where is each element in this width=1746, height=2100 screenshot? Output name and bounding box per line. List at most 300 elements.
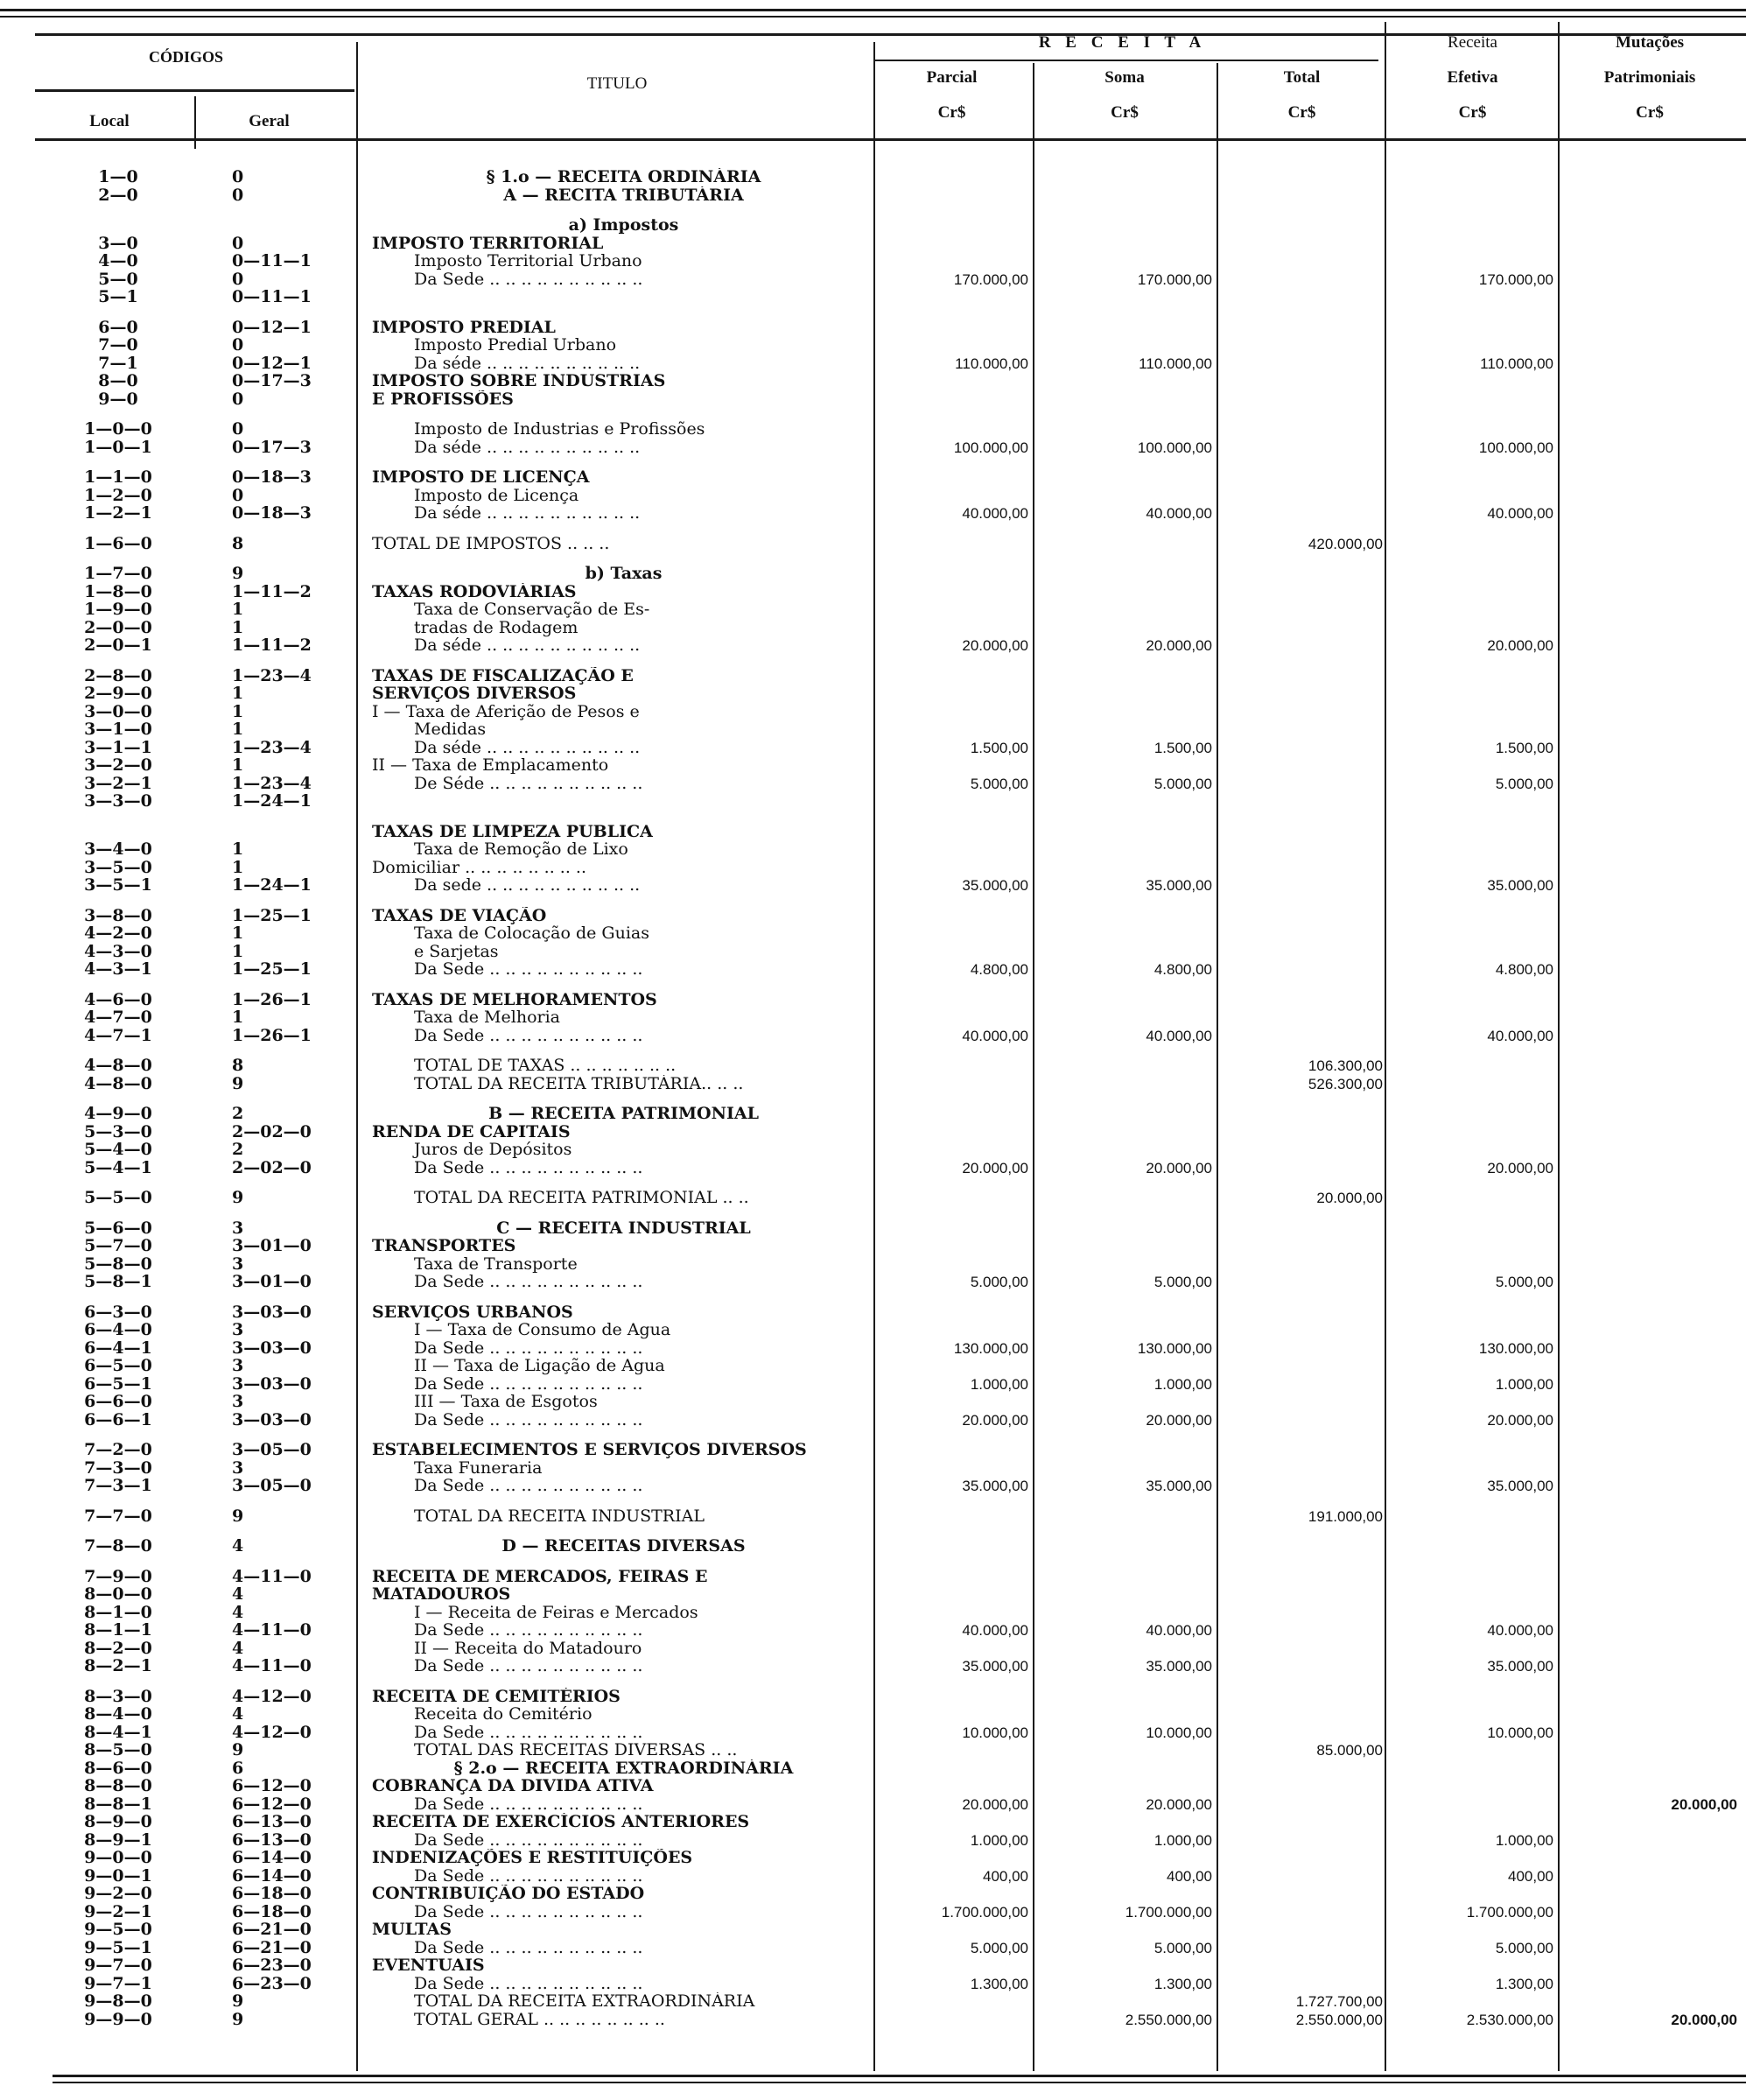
row-title: Da sede .. .. .. .. .. .. .. .. .. .. (414, 876, 641, 895)
row-receita-efetiva: 1.300,00 (1495, 1975, 1553, 1992)
row-local-code: 4—8—0 (84, 1056, 152, 1075)
table-row (0, 535, 1746, 553)
row-geral-code: 4—12—0 (232, 1686, 312, 1706)
row-title: IMPOSTO TERRITORIAL (372, 234, 604, 253)
row-parcial: 400,00 (983, 1867, 1028, 1885)
table-row (0, 1939, 1746, 1957)
row-total: 20.000,00 (1316, 1190, 1383, 1206)
row-geral-code: 1 (232, 720, 244, 739)
row-title: Taxa de Melhoria (414, 1008, 560, 1027)
row-geral-code: 6—12—0 (232, 1794, 312, 1814)
table-row (0, 1008, 1746, 1027)
table-row (0, 792, 1746, 811)
row-title: Da Sede .. .. .. .. .. .. .. .. .. .. (414, 1830, 643, 1850)
row-receita-efetiva: 35.000,00 (1487, 1658, 1553, 1675)
row-receita-efetiva: 5.000,00 (1495, 1939, 1553, 1956)
row-receita-efetiva: 2.530.000,00 (1466, 2011, 1553, 2028)
row-mutacoes: 20.000,00 (1671, 2011, 1737, 2028)
table-row (0, 1621, 1746, 1640)
row-total: 526.300,00 (1308, 1075, 1383, 1092)
row-geral-code: 0—11—1 (232, 287, 312, 306)
table-row (0, 823, 1746, 841)
table-row (0, 1507, 1746, 1526)
row-local-code: 5—8—1 (84, 1272, 152, 1291)
row-soma: 40.000,00 (1146, 1027, 1212, 1044)
row-geral-code: 1—24—1 (232, 875, 312, 895)
row-local-code: 6—6—0 (84, 1392, 152, 1411)
row-total: 2.550.000,00 (1295, 2011, 1383, 2028)
row-receita-efetiva: 110.000,00 (1480, 355, 1553, 372)
table-row (0, 1375, 1746, 1394)
table-row (0, 1303, 1746, 1322)
table-row (0, 583, 1746, 601)
row-receita-efetiva: 170.000,00 (1478, 270, 1553, 288)
row-geral-code: 3 (232, 1356, 244, 1375)
row-local-code: 5—8—0 (84, 1254, 152, 1274)
currency-mutacoes: Cr$ (1636, 103, 1664, 122)
row-geral-code: 9 (232, 564, 244, 583)
header-mutacoes-2: Patrimoniais (1603, 68, 1696, 87)
table-row (0, 1604, 1746, 1622)
row-local-code: 6—4—1 (84, 1338, 152, 1358)
row-geral-code: 2—02—0 (232, 1157, 312, 1177)
row-receita-efetiva: 35.000,00 (1487, 877, 1553, 894)
row-geral-code: 8 (232, 533, 244, 553)
row-title: Imposto de Licença (414, 486, 579, 505)
row-title: De Séde .. .. .. .. .. .. .. .. .. .. (414, 774, 643, 793)
row-local-code: 9—2—0 (84, 1884, 152, 1903)
row-receita-efetiva: 20.000,00 (1487, 637, 1553, 654)
header-parcial: Parcial (926, 68, 978, 87)
row-soma: 20.000,00 (1146, 637, 1212, 654)
row-local-code: 7—3—0 (84, 1457, 152, 1478)
row-receita-efetiva: 35.000,00 (1487, 1478, 1553, 1494)
row-title: TOTAL DA RECEITA INDUSTRIAL (414, 1507, 705, 1526)
row-title: b) Taxas (585, 565, 663, 583)
row-local-code: 8—5—0 (84, 1740, 152, 1759)
currency-total: Cr$ (1287, 103, 1316, 122)
header-local: Local (89, 112, 130, 130)
row-geral-code: 9 (232, 1991, 244, 2011)
table-row (0, 390, 1746, 409)
row-local-code: 9—5—0 (84, 1920, 152, 1939)
row-title: TAXAS DE MELHORAMENTOS (372, 990, 657, 1009)
row-receita-efetiva: 20.000,00 (1487, 1411, 1553, 1429)
row-geral-code: 1 (232, 701, 244, 721)
row-geral-code: 6—21—0 (232, 1937, 312, 1957)
row-geral-code: 3—05—0 (232, 1476, 312, 1495)
table-row (0, 619, 1746, 637)
row-title: Da Sede .. .. .. .. .. .. .. .. .. .. (414, 960, 643, 979)
row-geral-code: 6—14—0 (232, 1865, 312, 1886)
table-row (0, 840, 1746, 859)
row-geral-code: 1 (232, 617, 244, 637)
table-row (0, 1741, 1746, 1759)
row-receita-efetiva: 1.000,00 (1495, 1831, 1553, 1849)
table-row (0, 1724, 1746, 1742)
row-parcial: 1.500,00 (970, 739, 1028, 756)
table-row (0, 355, 1746, 373)
table-row (0, 1568, 1746, 1586)
table-row (0, 1777, 1746, 1795)
row-parcial: 1.000,00 (970, 1831, 1028, 1849)
row-receita-efetiva: 10.000,00 (1487, 1724, 1553, 1741)
row-parcial: 5.000,00 (970, 1274, 1028, 1290)
row-title: III — Taxa de Esgotos (414, 1393, 598, 1411)
row-geral-code: 2—02—0 (232, 1121, 312, 1141)
table-row (0, 1123, 1746, 1141)
row-local-code: 4—9—0 (84, 1104, 152, 1123)
top-double-rule-2 (0, 16, 1746, 18)
currency-soma: Cr$ (1111, 103, 1139, 122)
row-title: Da séde .. .. .. .. .. .. .. .. .. .. (414, 738, 641, 757)
row-geral-code: 1—25—1 (232, 905, 312, 925)
row-title: IMPOSTO SOBRE INDUSTRIAS (372, 372, 666, 390)
table-row (0, 1273, 1746, 1291)
header-total: Total (1283, 68, 1321, 87)
row-geral-code: 6—21—0 (232, 1920, 312, 1939)
table-row (0, 2011, 1746, 2029)
row-geral-code: 1 (232, 941, 244, 961)
table-row (0, 943, 1746, 961)
row-local-code: 2—8—0 (84, 665, 152, 685)
row-soma: 35.000,00 (1146, 1478, 1212, 1494)
row-parcial: 20.000,00 (962, 1159, 1028, 1176)
table-row (0, 1339, 1746, 1358)
row-local-code: 4—8—0 (84, 1073, 152, 1093)
row-geral-code: 0 (232, 485, 244, 505)
row-local-code: 8—4—0 (84, 1704, 152, 1724)
row-title: I — Receita de Feiras e Mercados (414, 1603, 698, 1622)
row-soma: 100.000,00 (1137, 439, 1212, 456)
row-geral-code: 1 (232, 1008, 244, 1027)
table-row (0, 565, 1746, 583)
row-local-code: 8—1—0 (84, 1602, 152, 1622)
row-geral-code: 9 (232, 1506, 244, 1526)
table-row (0, 876, 1746, 895)
row-receita-efetiva: 5.000,00 (1495, 775, 1553, 792)
row-title: SERVIÇOS DIVERSOS (372, 685, 577, 703)
row-geral-code: 4 (232, 1704, 244, 1724)
row-parcial: 170.000,00 (953, 270, 1028, 288)
row-title: TAXAS RODOVIÁRIAS (372, 582, 577, 601)
table-row (0, 1705, 1746, 1724)
table-row (0, 1885, 1746, 1903)
row-soma: 40.000,00 (1146, 1622, 1212, 1639)
row-title: Medidas (414, 720, 487, 739)
row-title: Imposto Territorial Urbano (414, 252, 642, 270)
row-title: TOTAL DA RECEITA TRIBUTÁRIA.. .. .. (414, 1074, 744, 1093)
row-local-code: 3—2—0 (84, 755, 152, 775)
row-local-code: 3—4—0 (84, 839, 152, 859)
row-geral-code: 0—17—3 (232, 437, 312, 457)
table-row (0, 372, 1746, 390)
row-parcial: 130.000,00 (953, 1339, 1028, 1357)
bottom-double-rule-2 (53, 2082, 1746, 2083)
row-geral-code: 9 (232, 1740, 244, 1759)
table-row (0, 1189, 1746, 1207)
row-local-code: 8—4—1 (84, 1722, 152, 1742)
row-receita-efetiva: 1.000,00 (1495, 1375, 1553, 1393)
row-geral-code: 1 (232, 924, 244, 943)
row-title: TOTAL DAS RECEITAS DIVERSAS .. .. (414, 1741, 738, 1759)
row-geral-code: 1—24—1 (232, 791, 312, 811)
row-soma: 40.000,00 (1146, 505, 1212, 522)
row-receita-efetiva: 400,00 (1508, 1867, 1553, 1885)
row-geral-code: 0 (232, 419, 244, 439)
row-total: 85.000,00 (1316, 1742, 1383, 1759)
table-row (0, 1159, 1746, 1177)
row-geral-code: 4—11—0 (232, 1620, 312, 1640)
row-title: Da Sede .. .. .. .. .. .. .. .. .. .. (414, 1158, 643, 1177)
row-title: TOTAL DA RECEITA PATRIMONIAL .. .. (414, 1189, 749, 1207)
row-geral-code: 0 (232, 335, 244, 355)
row-parcial: 5.000,00 (970, 775, 1028, 792)
row-soma: 5.000,00 (1153, 1939, 1212, 1956)
table-row (0, 960, 1746, 979)
row-soma: 1.500,00 (1153, 739, 1212, 756)
row-local-code: 9—8—0 (84, 1991, 152, 2011)
row-local-code: 8—2—1 (84, 1656, 152, 1675)
row-local-code: 4—6—0 (84, 989, 152, 1009)
row-receita-efetiva: 40.000,00 (1487, 505, 1553, 522)
currency-efetiva: Cr$ (1458, 103, 1487, 122)
row-soma: 1.300,00 (1153, 1975, 1212, 1992)
row-local-code: 1—9—0 (84, 600, 152, 619)
row-title: IMPOSTO DE LICENÇA (372, 468, 590, 487)
row-soma: 20.000,00 (1146, 1795, 1212, 1813)
row-local-code: 5—4—0 (84, 1140, 152, 1159)
row-parcial: 20.000,00 (962, 637, 1028, 654)
row-geral-code: 8 (232, 1056, 244, 1075)
header-receita: R E C E I T A (1038, 33, 1207, 52)
row-local-code: 8—1—1 (84, 1620, 152, 1640)
row-local-code: 8—9—1 (84, 1830, 152, 1850)
row-title: SERVIÇOS URBANOS (372, 1303, 573, 1322)
row-receita-efetiva: 4.800,00 (1495, 961, 1553, 978)
row-local-code: 5—7—0 (84, 1236, 152, 1255)
table-row (0, 1956, 1746, 1975)
row-local-code: 3—8—0 (84, 905, 152, 925)
row-geral-code: 4 (232, 1536, 244, 1556)
row-soma: 4.800,00 (1153, 961, 1212, 978)
table-row (0, 1105, 1746, 1123)
header-bottom-rule (35, 138, 1746, 141)
row-title: RECEITA DE EXERCÍCIOS ANTERIORES (372, 1813, 750, 1831)
row-local-code: 6—3—0 (84, 1302, 152, 1322)
table-row (0, 1459, 1746, 1478)
row-geral-code: 3 (232, 1320, 244, 1339)
row-total: 420.000,00 (1308, 535, 1383, 552)
row-title: Da Sede .. .. .. .. .. .. .. .. .. .. (414, 1902, 643, 1921)
top-double-rule-1 (0, 9, 1746, 11)
row-title: B — RECEITA PATRIMONIAL (488, 1105, 759, 1123)
row-local-code: 1—1—0 (84, 467, 152, 487)
row-title: RECEITA DE CEMITÉRIOS (372, 1687, 621, 1706)
row-geral-code: 0 (232, 389, 244, 409)
row-title: C — RECEITA INDUSTRIAL (496, 1219, 751, 1238)
row-geral-code: 6—13—0 (232, 1812, 312, 1831)
row-title: Da séde .. .. .. .. .. .. .. .. .. .. (414, 636, 641, 655)
row-local-code: 6—4—0 (84, 1320, 152, 1339)
row-local-code: 9—2—1 (84, 1901, 152, 1921)
row-title: Imposto Predial Urbano (414, 336, 617, 355)
row-local-code: 4—3—1 (84, 959, 152, 979)
row-title: tradas de Rodagem (414, 618, 578, 637)
row-geral-code: 6—13—0 (232, 1830, 312, 1850)
row-geral-code: 0—12—1 (232, 317, 312, 337)
row-local-code: 9—9—0 (84, 2009, 152, 2029)
row-receita-efetiva: 5.000,00 (1495, 1274, 1553, 1290)
row-soma: 1.000,00 (1153, 1831, 1212, 1849)
row-soma: 1.700.000,00 (1125, 1903, 1212, 1921)
row-local-code: 9—0 (98, 389, 138, 409)
table-row (0, 1975, 1746, 1993)
row-geral-code: 6—23—0 (232, 1956, 312, 1975)
row-title: § 1.o — RECEITA ORDINÁRIA (486, 168, 761, 186)
table-row (0, 1867, 1746, 1886)
row-title: Taxa de Remoção de Lixo (414, 840, 628, 859)
row-geral-code: 4—11—0 (232, 1656, 312, 1675)
table-row (0, 775, 1746, 793)
row-title: Taxa de Conservação de Es- (414, 601, 650, 619)
table-row (0, 1688, 1746, 1706)
row-local-code: 5—4—1 (84, 1157, 152, 1177)
row-soma: 1.000,00 (1153, 1375, 1212, 1393)
row-title: MULTAS (372, 1921, 452, 1939)
row-title: I — Taxa de Consumo de Agua (414, 1321, 671, 1339)
row-soma: 170.000,00 (1137, 270, 1212, 288)
table-row (0, 1219, 1746, 1238)
row-soma: 2.550.000,00 (1125, 2011, 1212, 2028)
table-row (0, 216, 1746, 235)
row-geral-code: 0—17—3 (232, 371, 312, 390)
table-row (0, 756, 1746, 775)
row-title: E PROFISSÕES (372, 390, 514, 409)
row-local-code: 8—0 (98, 371, 138, 390)
row-receita-efetiva: 130.000,00 (1478, 1339, 1553, 1357)
row-geral-code: 6—18—0 (232, 1901, 312, 1921)
row-parcial: 100.000,00 (953, 439, 1028, 456)
table-row (0, 1640, 1746, 1658)
table-row (0, 859, 1746, 877)
row-title: Da Sede .. .. .. .. .. .. .. .. .. .. (414, 270, 643, 289)
currency-parcial: Cr$ (937, 103, 966, 122)
row-title: Da Sede .. .. .. .. .. .. .. .. .. .. (414, 1026, 643, 1045)
table-row (0, 924, 1746, 943)
row-geral-code: 4 (232, 1584, 244, 1604)
table-row (0, 1357, 1746, 1375)
row-title: Da Sede .. .. .. .. .. .. .. .. .. .. (414, 1374, 643, 1394)
row-local-code: 3—0—0 (84, 701, 152, 721)
row-local-code: 2—0—0 (84, 617, 152, 637)
row-title: Da Sede .. .. .. .. .. .. .. .. .. .. (414, 1621, 643, 1640)
table-row (0, 420, 1746, 439)
row-local-code: 6—5—0 (84, 1356, 152, 1375)
row-mutacoes: 20.000,00 (1671, 1795, 1737, 1813)
row-geral-code: 3—01—0 (232, 1272, 312, 1291)
row-soma: 20.000,00 (1146, 1159, 1212, 1176)
table-row (0, 504, 1746, 523)
table-row (0, 1813, 1746, 1831)
header-receita-efetiva-1: Receita (1448, 33, 1497, 52)
row-geral-code: 4 (232, 1638, 244, 1658)
row-title: ESTABELECIMENTOS E SERVIÇOS DIVERSOS (372, 1441, 807, 1459)
row-title: Receita do Cemitério (414, 1705, 593, 1724)
row-geral-code: 3—01—0 (232, 1236, 312, 1255)
row-soma: 35.000,00 (1146, 877, 1212, 894)
row-title: TAXAS DE VIAÇÃO (372, 906, 547, 925)
row-geral-code: 0 (232, 167, 244, 186)
header-codigos: CÓDIGOS (148, 48, 224, 66)
table-row (0, 1537, 1746, 1556)
row-local-code: 3—3—0 (84, 791, 152, 811)
receita-underline (875, 60, 1378, 61)
header-geral: Geral (249, 112, 290, 130)
header-titulo: TITULO (586, 74, 648, 93)
table-row (0, 468, 1746, 487)
row-title: MATADOUROS (372, 1585, 511, 1604)
row-local-code: 6—6—1 (84, 1409, 152, 1429)
row-title: TAXAS DE LIMPEZA PUBLICA (372, 822, 653, 841)
row-title: Da Sede .. .. .. .. .. .. .. .. .. .. (414, 1938, 643, 1957)
row-geral-code: 6—23—0 (232, 1973, 312, 1993)
row-title: Taxa Funeraria (414, 1458, 543, 1478)
table-row (0, 439, 1746, 457)
row-title: Da Sede .. .. .. .. .. .. .. .. .. .. (414, 1273, 643, 1291)
row-parcial: 35.000,00 (962, 1658, 1028, 1675)
table-row (0, 1585, 1746, 1604)
row-title: a) Impostos (568, 216, 679, 235)
row-parcial: 110.000,00 (955, 355, 1028, 372)
row-geral-code: 0 (232, 269, 244, 289)
row-local-code: 4—3—0 (84, 941, 152, 961)
row-geral-code: 3—05—0 (232, 1440, 312, 1459)
row-geral-code: 0—18—3 (232, 467, 312, 487)
row-local-code: 5—6—0 (84, 1218, 152, 1238)
row-receita-efetiva: 40.000,00 (1487, 1027, 1553, 1044)
row-title: COBRANÇA DA DIVIDA ATIVA (372, 1777, 654, 1795)
bottom-double-rule-1 (53, 2075, 1746, 2077)
row-title: A — RECITA TRIBUTÁRIA (503, 186, 744, 205)
row-title: Da Sede .. .. .. .. .. .. .. .. .. .. (414, 1338, 643, 1358)
row-geral-code: 3 (232, 1457, 244, 1478)
row-geral-code: 3 (232, 1392, 244, 1411)
row-local-code: 7—0 (98, 335, 138, 355)
row-soma: 5.000,00 (1153, 775, 1212, 792)
table-row (0, 720, 1746, 739)
row-title: D — RECEITAS DIVERSAS (501, 1537, 746, 1556)
row-title: TOTAL GERAL .. .. .. .. .. .. .. .. (414, 2010, 665, 2029)
row-title: Domiciliar .. .. .. .. .. .. .. .. (372, 858, 586, 877)
row-local-code: 8—8—0 (84, 1776, 152, 1795)
row-local-code: 2—9—0 (84, 684, 152, 703)
row-title: e Sarjetas (414, 942, 499, 961)
row-receita-efetiva: 1.700.000,00 (1466, 1903, 1553, 1921)
row-geral-code: 3—03—0 (232, 1338, 312, 1358)
row-geral-code: 3 (232, 1218, 244, 1238)
row-title: Da Sede .. .. .. .. .. .. .. .. .. .. (414, 1723, 643, 1742)
row-local-code: 1—7—0 (84, 564, 152, 583)
row-receita-efetiva: 20.000,00 (1487, 1159, 1553, 1176)
row-title: TOTAL DA RECEITA EXTRAORDINÁRIA (414, 1992, 755, 2011)
table-row (0, 270, 1746, 289)
row-local-code: 5—5—0 (84, 1188, 152, 1207)
row-parcial: 40.000,00 (962, 505, 1028, 522)
row-title: Da Sede .. .. .. .. .. .. .. .. .. .. (414, 1410, 643, 1429)
row-parcial: 1.700.000,00 (941, 1903, 1028, 1921)
row-total: 106.300,00 (1308, 1057, 1383, 1074)
